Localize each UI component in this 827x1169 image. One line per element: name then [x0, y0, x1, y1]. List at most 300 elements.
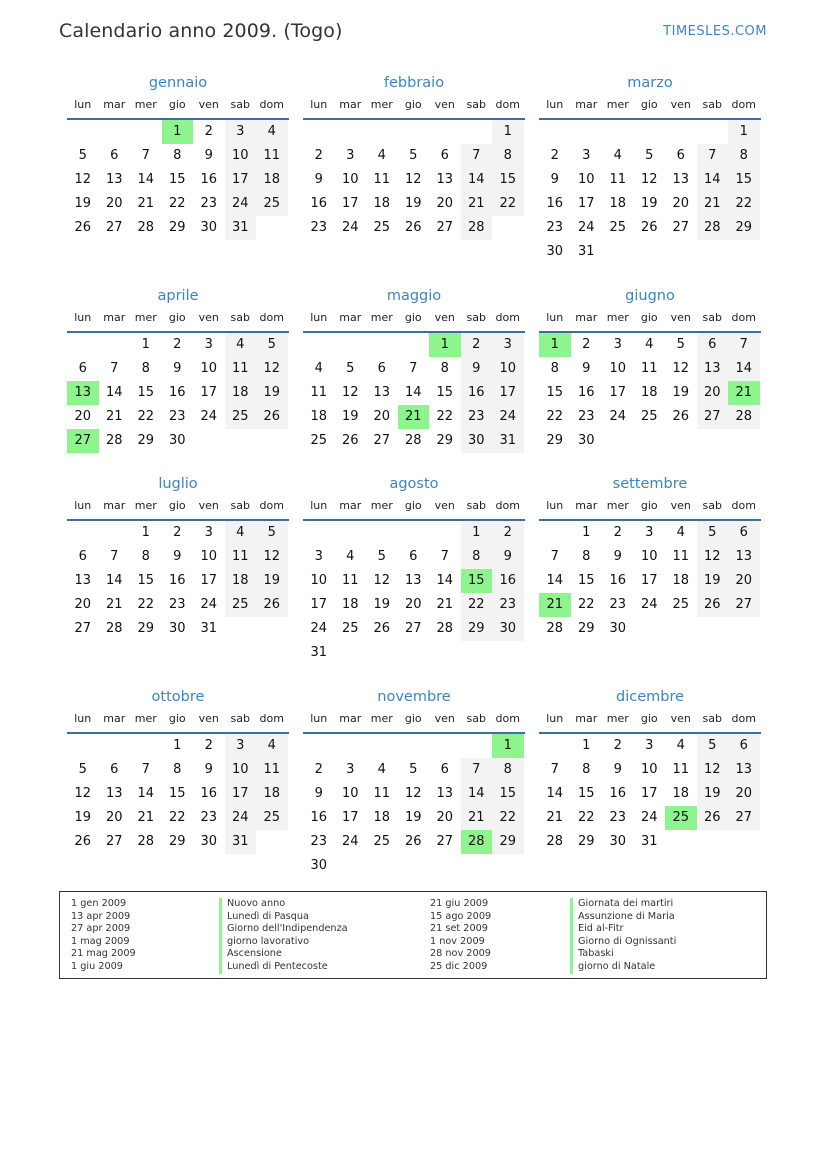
legend-entry: Giorno dell'Indipendenza	[227, 923, 348, 935]
weekday-label: ven	[434, 98, 455, 111]
legend-entry: 1 giu 2009	[71, 960, 123, 972]
day-cell: 2	[204, 124, 213, 139]
weekday-label: gio	[404, 98, 422, 111]
weekday-label: lun	[546, 311, 564, 324]
empty-cell	[193, 429, 225, 453]
day-cell: 13	[436, 786, 454, 801]
weekday-header	[539, 307, 761, 333]
weekday-label: mer	[606, 499, 629, 512]
day-cell: 1	[141, 525, 150, 540]
day-cell: 18	[341, 597, 359, 612]
day-cell: 26	[640, 220, 658, 235]
empty-cell	[728, 617, 760, 641]
weekday-label: mer	[134, 311, 157, 324]
weekday-label: lun	[74, 499, 92, 512]
day-cell: 9	[492, 545, 524, 569]
empty-cell	[697, 830, 729, 854]
weekday-label: gio	[404, 499, 422, 512]
day-cell: 8	[550, 361, 559, 376]
day-cell: 29	[137, 621, 155, 636]
day-cell: 14	[105, 385, 123, 400]
weekday-label: ven	[434, 311, 455, 324]
day-cell: 11	[256, 758, 288, 782]
day-cell: 28	[728, 405, 760, 429]
day-cell: 19	[672, 385, 690, 400]
day-cell: 6	[78, 361, 87, 376]
day-cell: 20	[436, 196, 454, 211]
day-grid	[303, 521, 525, 665]
day-cell: 17	[640, 573, 658, 588]
day-cell: 11	[256, 144, 288, 168]
day-cell: 6	[409, 549, 418, 564]
legend-entry: 27 apr 2009	[71, 923, 131, 935]
holiday-day-cell: 1	[429, 333, 461, 357]
day-cell: 26	[404, 220, 422, 235]
weekday-label: mer	[370, 311, 393, 324]
holiday-day-cell: 15	[461, 569, 493, 593]
day-cell: 23	[310, 220, 328, 235]
day-cell: 16	[577, 385, 595, 400]
legend-entry: Giorno di Ognissanti	[578, 935, 677, 947]
day-cell: 1	[582, 525, 591, 540]
empty-cell	[225, 429, 257, 453]
day-cell: 2	[314, 762, 323, 777]
day-cell: 7	[550, 549, 559, 564]
day-cell: 24	[492, 405, 524, 429]
empty-cell	[697, 617, 729, 641]
empty-cell	[398, 120, 430, 144]
day-cell: 15	[492, 782, 524, 806]
day-cell: 27	[105, 220, 123, 235]
day-cell: 14	[461, 782, 493, 806]
day-cell: 11	[672, 762, 690, 777]
day-cell: 12	[256, 357, 288, 381]
day-cell: 22	[492, 192, 524, 216]
day-cell: 18	[310, 409, 328, 424]
weekday-label: lun	[310, 311, 328, 324]
empty-cell	[429, 120, 461, 144]
day-cell: 20	[105, 196, 123, 211]
day-cell: 23	[492, 593, 524, 617]
empty-cell	[398, 521, 430, 545]
day-cell: 11	[609, 172, 627, 187]
day-cell: 7	[440, 549, 449, 564]
day-cell: 14	[546, 786, 564, 801]
legend-marker	[219, 898, 222, 974]
empty-cell	[461, 734, 493, 758]
day-cell: 3	[225, 120, 257, 144]
empty-cell	[665, 429, 697, 453]
day-cell: 27	[436, 220, 454, 235]
day-cell: 5	[697, 734, 729, 758]
day-cell: 6	[110, 762, 119, 777]
day-cell: 11	[310, 385, 328, 400]
day-cell: 18	[225, 569, 257, 593]
empty-cell	[67, 120, 99, 144]
weekday-label: sab	[230, 311, 250, 324]
day-cell: 15	[577, 786, 595, 801]
day-cell: 13	[105, 172, 123, 187]
weekday-label: ven	[670, 499, 691, 512]
day-cell: 6	[676, 148, 685, 163]
empty-cell	[335, 641, 367, 665]
day-cell: 28	[404, 433, 422, 448]
day-cell: 16	[609, 573, 627, 588]
day-cell: 31	[310, 645, 328, 660]
weekday-label: lun	[74, 712, 92, 725]
day-cell: 17	[492, 381, 524, 405]
day-cell: 20	[728, 782, 760, 806]
day-cell: 20	[672, 196, 690, 211]
day-cell: 24	[341, 220, 359, 235]
empty-cell	[256, 429, 288, 453]
day-cell: 25	[640, 409, 658, 424]
day-cell: 10	[640, 762, 658, 777]
day-cell: 29	[168, 834, 186, 849]
holiday-day-cell: 25	[665, 806, 697, 830]
day-cell: 7	[550, 762, 559, 777]
day-cell: 10	[341, 172, 359, 187]
day-cell: 28	[436, 621, 454, 636]
day-cell: 16	[546, 196, 564, 211]
day-cell: 27	[74, 621, 92, 636]
day-cell: 15	[546, 385, 564, 400]
day-cell: 18	[640, 385, 658, 400]
weekday-label: sab	[702, 311, 722, 324]
day-cell: 26	[74, 220, 92, 235]
day-cell: 3	[346, 762, 355, 777]
empty-cell	[99, 521, 131, 545]
day-cell: 17	[200, 385, 218, 400]
empty-cell	[492, 216, 524, 240]
day-cell: 7	[697, 144, 729, 168]
day-cell: 9	[550, 172, 559, 187]
day-cell: 28	[697, 216, 729, 240]
day-cell: 22	[168, 196, 186, 211]
legend-entry: 21 mag 2009	[71, 948, 136, 960]
day-cell: 29	[546, 433, 564, 448]
day-cell: 15	[137, 573, 155, 588]
weekday-label: mar	[103, 712, 126, 725]
day-cell: 22	[546, 409, 564, 424]
day-cell: 22	[436, 409, 454, 424]
day-cell: 14	[436, 573, 454, 588]
legend-entry: Assunzione di Maria	[578, 910, 675, 922]
day-cell: 23	[200, 810, 218, 825]
day-cell: 19	[256, 381, 288, 405]
day-cell: 30	[609, 834, 627, 849]
day-cell: 3	[204, 337, 213, 352]
weekday-label: dom	[731, 98, 756, 111]
day-cell: 22	[492, 806, 524, 830]
day-grid	[539, 734, 761, 854]
empty-cell	[398, 734, 430, 758]
day-cell: 3	[492, 333, 524, 357]
legend-entry: 15 ago 2009	[430, 910, 492, 922]
empty-cell	[67, 734, 99, 758]
day-cell: 13	[672, 172, 690, 187]
day-cell: 10	[577, 172, 595, 187]
day-cell: 5	[256, 333, 288, 357]
month-name: ottobre	[151, 689, 205, 705]
weekday-label: dom	[259, 499, 284, 512]
weekday-label: sab	[466, 499, 486, 512]
day-cell: 24	[640, 810, 658, 825]
empty-cell	[303, 521, 335, 545]
weekday-label: ven	[434, 712, 455, 725]
day-cell: 13	[728, 545, 760, 569]
day-cell: 24	[310, 621, 328, 636]
empty-cell	[665, 240, 697, 264]
legend-entry: Nuovo anno	[227, 898, 286, 909]
empty-cell	[665, 120, 697, 144]
weekday-label: gio	[404, 311, 422, 324]
month-giugno	[539, 285, 761, 453]
day-cell: 12	[341, 385, 359, 400]
day-cell: 25	[310, 433, 328, 448]
day-cell: 8	[461, 545, 493, 569]
day-cell: 2	[461, 333, 493, 357]
empty-cell	[492, 854, 524, 878]
empty-cell	[461, 854, 493, 878]
day-cell: 28	[105, 433, 123, 448]
day-cell: 7	[110, 361, 119, 376]
day-cell: 23	[546, 220, 564, 235]
day-cell: 9	[613, 549, 622, 564]
weekday-label: dom	[495, 499, 520, 512]
brand-link[interactable]: TIMESLES.COM	[663, 24, 767, 39]
day-cell: 2	[492, 521, 524, 545]
empty-cell	[130, 734, 162, 758]
empty-cell	[398, 854, 430, 878]
day-cell: 29	[492, 830, 524, 854]
month-ottobre	[67, 686, 289, 854]
weekday-label: mer	[370, 499, 393, 512]
month-name: luglio	[158, 476, 198, 492]
empty-cell	[225, 617, 257, 641]
empty-cell	[256, 830, 288, 854]
day-cell: 11	[225, 357, 257, 381]
day-cell: 8	[141, 549, 150, 564]
weekday-label: mer	[134, 499, 157, 512]
day-cell: 23	[609, 810, 627, 825]
holiday-day-cell: 13	[67, 381, 99, 405]
day-cell: 5	[645, 148, 654, 163]
day-cell: 10	[609, 361, 627, 376]
empty-cell	[366, 120, 398, 144]
day-cell: 19	[74, 810, 92, 825]
day-cell: 18	[672, 786, 690, 801]
weekday-label: lun	[310, 712, 328, 725]
day-cell: 17	[225, 782, 257, 806]
weekday-label: dom	[731, 499, 756, 512]
month-name: maggio	[386, 288, 442, 304]
day-cell: 9	[204, 148, 213, 163]
day-cell: 9	[613, 762, 622, 777]
weekday-label: gio	[168, 311, 186, 324]
day-cell: 30	[546, 244, 564, 259]
day-cell: 27	[105, 834, 123, 849]
weekday-label: dom	[495, 311, 520, 324]
empty-cell	[335, 854, 367, 878]
weekday-label: ven	[434, 499, 455, 512]
day-cell: 10	[200, 361, 218, 376]
holiday-day-cell: 1	[492, 734, 524, 758]
empty-cell	[366, 333, 398, 357]
month-name: gennaio	[148, 75, 208, 91]
day-cell: 7	[461, 144, 493, 168]
day-cell: 10	[310, 573, 328, 588]
day-cell: 17	[577, 196, 595, 211]
empty-cell	[398, 641, 430, 665]
day-cell: 4	[225, 333, 257, 357]
day-cell: 15	[168, 786, 186, 801]
weekday-label: dom	[259, 712, 284, 725]
day-cell: 2	[173, 525, 182, 540]
weekday-label: mer	[134, 712, 157, 725]
day-cell: 5	[377, 549, 386, 564]
day-cell: 17	[640, 786, 658, 801]
day-cell: 12	[404, 786, 422, 801]
day-cell: 29	[168, 220, 186, 235]
legend-entry: giorno lavorativo	[227, 935, 310, 947]
day-cell: 21	[697, 192, 729, 216]
day-cell: 14	[461, 168, 493, 192]
day-cell: 3	[225, 734, 257, 758]
day-cell: 8	[728, 144, 760, 168]
day-cell: 12	[373, 573, 391, 588]
day-cell: 8	[492, 758, 524, 782]
day-cell: 1	[582, 738, 591, 753]
day-cell: 13	[74, 573, 92, 588]
day-cell: 2	[550, 148, 559, 163]
weekday-label: sab	[466, 311, 486, 324]
legend-left-names	[227, 898, 348, 974]
day-cell: 20	[728, 569, 760, 593]
empty-cell	[602, 120, 634, 144]
weekday-label: sab	[230, 98, 250, 111]
day-cell: 29	[461, 617, 493, 641]
day-cell: 28	[546, 621, 564, 636]
day-cell: 2	[582, 337, 591, 352]
day-cell: 9	[314, 786, 323, 801]
weekday-label: mar	[339, 98, 362, 111]
weekday-header	[67, 307, 289, 333]
empty-cell	[366, 521, 398, 545]
day-cell: 25	[373, 220, 391, 235]
day-cell: 11	[640, 361, 658, 376]
weekday-header	[303, 307, 525, 333]
page-title: Calendario anno 2009. (Togo)	[59, 20, 343, 42]
day-cell: 19	[404, 810, 422, 825]
day-cell: 23	[577, 409, 595, 424]
empty-cell	[335, 734, 367, 758]
empty-cell	[634, 617, 666, 641]
day-cell: 31	[200, 621, 218, 636]
day-cell: 5	[697, 521, 729, 545]
day-cell: 17	[225, 168, 257, 192]
legend-entry: 25 dic 2009	[430, 960, 488, 972]
day-cell: 24	[341, 834, 359, 849]
month-gennaio	[67, 72, 289, 240]
empty-cell	[429, 854, 461, 878]
weekday-label: mar	[103, 98, 126, 111]
holiday-day-cell: 27	[67, 429, 99, 453]
weekday-label: ven	[670, 98, 691, 111]
day-cell: 25	[256, 192, 288, 216]
day-cell: 9	[582, 361, 591, 376]
empty-cell	[303, 120, 335, 144]
empty-cell	[99, 333, 131, 357]
weekday-label: lun	[74, 311, 92, 324]
day-cell: 1	[141, 337, 150, 352]
day-cell: 30	[461, 429, 493, 453]
day-cell: 30	[492, 617, 524, 641]
legend-entry: Tabaski	[578, 948, 614, 960]
empty-cell	[99, 734, 131, 758]
weekday-label: dom	[495, 712, 520, 725]
day-cell: 30	[168, 433, 186, 448]
day-cell: 31	[640, 834, 658, 849]
empty-cell	[461, 120, 493, 144]
day-cell: 14	[105, 573, 123, 588]
legend-entry: giorno di Natale	[578, 960, 656, 972]
day-cell: 23	[200, 196, 218, 211]
day-cell: 30	[200, 220, 218, 235]
day-cell: 22	[461, 593, 493, 617]
day-grid	[67, 521, 289, 641]
day-cell: 21	[436, 597, 454, 612]
day-cell: 21	[461, 192, 493, 216]
month-name: novembre	[377, 689, 451, 705]
weekday-label: ven	[670, 311, 691, 324]
holiday-day-cell: 28	[461, 830, 493, 854]
weekday-label: mar	[339, 311, 362, 324]
holiday-day-cell: 21	[539, 593, 571, 617]
day-cell: 26	[74, 834, 92, 849]
day-cell: 4	[676, 525, 685, 540]
day-cell: 23	[461, 405, 493, 429]
weekday-label: mer	[134, 98, 157, 111]
day-cell: 20	[105, 810, 123, 825]
weekday-label: gio	[640, 311, 658, 324]
empty-cell	[697, 240, 729, 264]
holiday-day-cell: 21	[728, 381, 760, 405]
holiday-day-cell: 1	[539, 333, 571, 357]
day-cell: 25	[672, 597, 690, 612]
day-cell: 9	[173, 361, 182, 376]
weekday-label: lun	[546, 499, 564, 512]
weekday-label: lun	[310, 499, 328, 512]
weekday-header	[539, 495, 761, 521]
day-cell: 3	[645, 738, 654, 753]
month-maggio	[303, 285, 525, 453]
day-cell: 14	[728, 357, 760, 381]
weekday-label: ven	[198, 499, 219, 512]
day-grid	[67, 734, 289, 854]
day-cell: 2	[613, 525, 622, 540]
day-cell: 24	[225, 806, 257, 830]
day-cell: 28	[105, 621, 123, 636]
month-name: settembre	[612, 476, 688, 492]
legend-marker	[570, 898, 573, 974]
day-cell: 6	[440, 762, 449, 777]
day-cell: 12	[697, 545, 729, 569]
weekday-header	[539, 708, 761, 734]
day-grid	[539, 521, 761, 641]
day-cell: 3	[204, 525, 213, 540]
day-cell: 6	[78, 549, 87, 564]
